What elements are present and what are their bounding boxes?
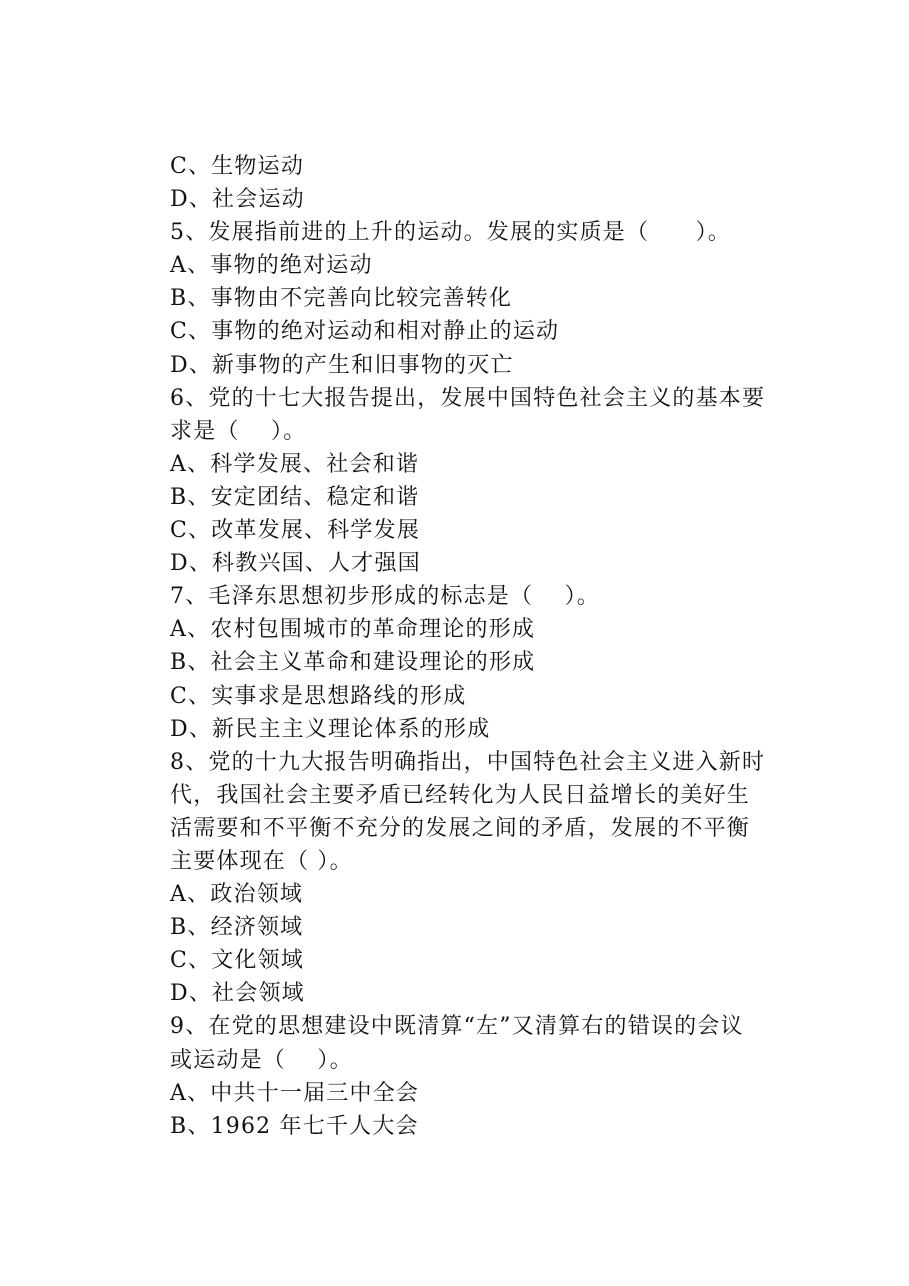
option-a-q6: A、科学发展、社会和谐 bbox=[170, 451, 420, 477]
question-7: 7、毛泽东思想初步形成的标志是（ ）。 bbox=[170, 584, 600, 610]
question-8-line-3: 活需要和不平衡不充分的发展之间的矛盾，发展的不平衡 bbox=[170, 815, 751, 841]
question-6-line-1: 6、党的十七大报告提出，发展中国特色社会主义的基本要 bbox=[170, 385, 766, 411]
option-b-q7: B、社会主义革命和建设理论的形成 bbox=[170, 650, 536, 676]
question-6-line-2: 求是（ ）。 bbox=[170, 418, 307, 444]
option-c-q5: C、事物的绝对运动和相对静止的运动 bbox=[170, 319, 560, 345]
option-d-q6: D、科教兴国、人才强国 bbox=[170, 551, 421, 577]
option-d-q5: D、新事物的产生和旧事物的灭亡 bbox=[170, 352, 514, 378]
option-c-q7: C、实事求是思想路线的形成 bbox=[170, 683, 467, 709]
option-d-q7: D、新民主主义理论体系的形成 bbox=[170, 716, 491, 742]
option-b-q5: B、事物由不完善向比较完善转化 bbox=[170, 286, 513, 312]
question-8-line-2: 代，我国社会主要矛盾已经转化为人民日益增长的美好生 bbox=[170, 782, 751, 808]
question-5: 5、发展指前进的上升的运动。发展的实质是（ ）。 bbox=[170, 220, 731, 246]
question-8-line-4: 主要体现在（ ）。 bbox=[170, 848, 353, 874]
option-c-q6: C、改革发展、科学发展 bbox=[170, 518, 421, 544]
option-d-q8: D、社会领域 bbox=[170, 981, 305, 1007]
option-a-q8: A、政治领域 bbox=[170, 882, 304, 908]
option-b-q6: B、安定团结、稳定和谐 bbox=[170, 484, 420, 510]
option-a-q9: A、中共十一届三中全会 bbox=[170, 1080, 420, 1106]
option-b-q8: B、经济领域 bbox=[170, 915, 304, 941]
option-a-q5: A、事物的绝对运动 bbox=[170, 253, 373, 279]
option-c-q4: C、生物运动 bbox=[170, 154, 305, 179]
option-d-q4: D、社会运动 bbox=[170, 187, 305, 213]
option-c-q8: C、文化领域 bbox=[170, 948, 305, 974]
option-b-q9: B、1962 年七千人大会 bbox=[170, 1113, 419, 1139]
document-body bbox=[170, 150, 810, 1143]
question-9-line-2: 或运动是（ ）。 bbox=[170, 1047, 353, 1073]
question-9-line-1: 9、在党的思想建设中既清算“左”又清算右的错误的会议 bbox=[170, 1014, 744, 1040]
question-8-line-1: 8、党的十九大报告明确指出，中国特色社会主义进入新时 bbox=[170, 749, 766, 775]
option-a-q7: A、农村包围城市的革命理论的形成 bbox=[170, 617, 536, 643]
